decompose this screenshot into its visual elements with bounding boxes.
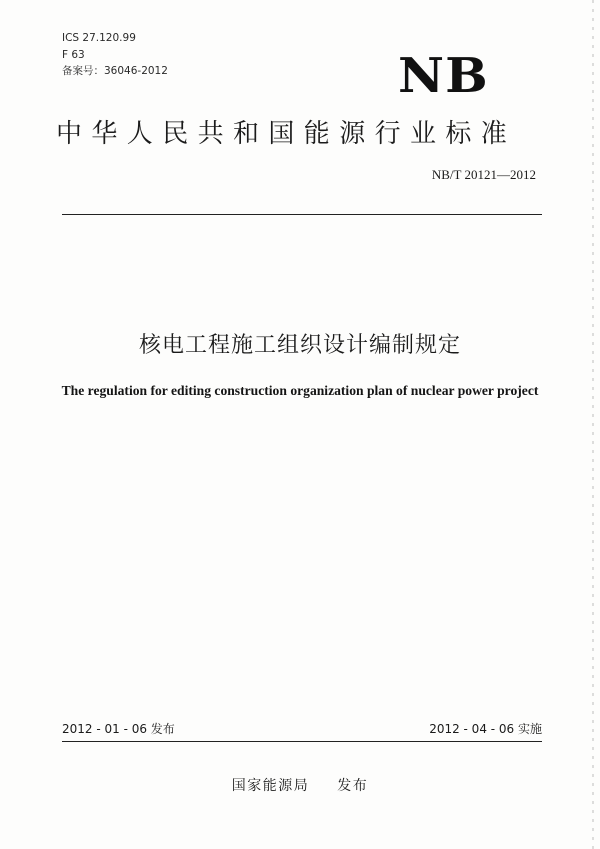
classification-code: F 63 [62, 49, 85, 61]
record-number: 备案号：36046-2012 [62, 65, 168, 77]
publisher-line [0, 776, 600, 796]
issue-date: 2012 - 01 - 06 发布 [62, 722, 175, 736]
publish-action: 发布 [337, 778, 369, 794]
standard-category-title: 中华人民共和国能源行业标准 [56, 119, 517, 149]
bottom-divider [62, 741, 542, 742]
standard-number: NB/T 20121—2012 [431, 167, 536, 182]
effective-date: 2012 - 04 - 06 实施 [429, 722, 542, 736]
publisher-name: 国家能源局 [231, 778, 310, 794]
date-row [62, 720, 542, 740]
scan-edge-marks [592, 0, 594, 849]
nb-logo: NB [398, 48, 489, 104]
ics-code: ICS 27.120.99 [62, 32, 136, 44]
document-title-chinese: 核电工程施工组织设计编制规定 [138, 333, 461, 358]
top-divider [62, 214, 542, 215]
document-title-english: The regulation for editing construction organization plan of nuclear power project [61, 383, 539, 398]
